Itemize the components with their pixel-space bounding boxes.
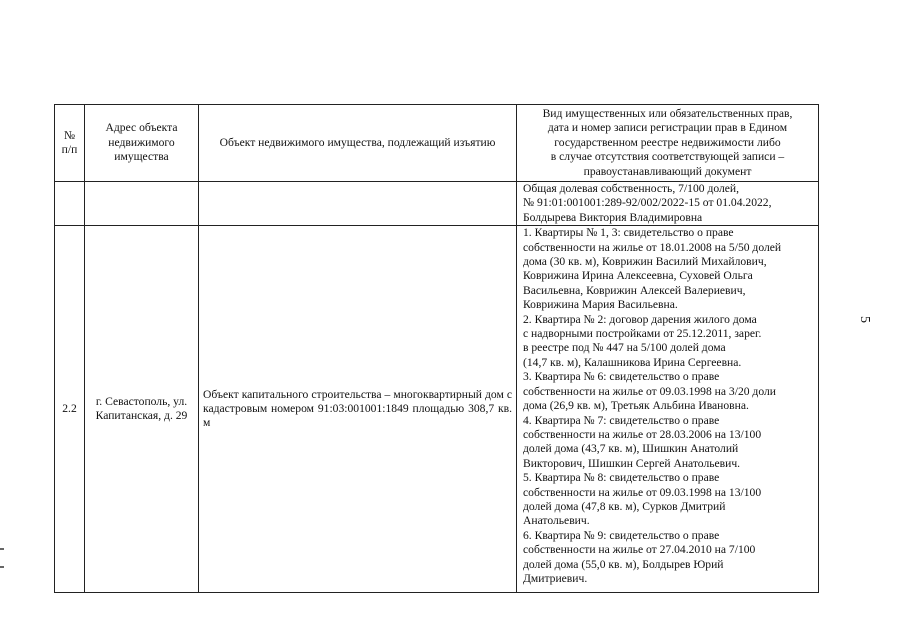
header-rights-line: в случае отсутствия соответствующей записи – <box>550 150 785 164</box>
rights-line: Коврижина Мария Васильевна. <box>523 298 678 312</box>
rights-line: 6. Квартира № 9: свидетельство о праве <box>523 528 720 542</box>
rights-line: собственности на жилье от 27.04.2010 на 7/100 <box>523 543 756 557</box>
header-rights-line: государственном реестре недвижимости либо <box>554 135 781 149</box>
rights-line: собственности на жилье от 28.03.2006 на 13/100 <box>523 427 762 441</box>
rights-line: дома (26,9 кв. м), Третьяк Альбина Ивановна. <box>523 399 749 413</box>
rights-line: собственности на жилье от 09.03.1998 на 3/20 доли <box>523 384 776 398</box>
row-address <box>85 182 199 226</box>
header-num: № п/п <box>55 105 85 182</box>
row-num: 2.2 <box>55 226 85 593</box>
table-row <box>55 182 819 226</box>
table-header-row <box>55 105 819 182</box>
scan-edge-mark <box>0 566 4 568</box>
rights-line: Васильевна, Коврижин Алексей Валериевич, <box>523 283 746 297</box>
row-num <box>55 182 85 226</box>
rights-line: Анатольевич. <box>523 514 590 528</box>
row-rights <box>517 182 819 226</box>
rights-line: долей дома (47,8 кв. м), Сурков Дмитрий <box>523 499 726 513</box>
rights-line: 4. Квартира № 7: свидетельство о праве <box>523 413 720 427</box>
header-rights <box>517 105 819 182</box>
row-object <box>199 182 517 226</box>
header-rights-line: дата и номер записи регистрации прав в Едином <box>547 121 788 135</box>
rights-line: (14,7 кв. м), Калашникова Ирина Сергеевна. <box>523 355 742 369</box>
rights-line: Викторович, Шишкин Сергей Анатольевич. <box>523 456 741 470</box>
rights-line: Болдырева Виктория Владимировна <box>523 210 703 224</box>
header-object: Объект недвижимого имущества, подлежащий изъятию <box>199 105 517 182</box>
rights-line: собственности на жилье от 09.03.1998 на 13/100 <box>523 485 762 499</box>
rights-line: в реестре под № 447 на 5/100 долей дома <box>523 341 726 355</box>
rights-line: 5. Квартира № 8: свидетельство о праве <box>523 471 720 485</box>
scan-edge-mark <box>0 548 4 550</box>
rights-line: дома (30 кв. м), Коврижин Василий Михайлович, <box>523 255 767 269</box>
header-rights-line: правоустанавливающий документ <box>583 164 752 178</box>
rights-line: собственности на жилье от 18.01.2008 на 5/50 долей <box>523 240 782 254</box>
rights-line: долей дома (43,7 кв. м), Шишкин Анатолий <box>523 442 739 456</box>
rights-line: 1. Квартиры № 1, 3: свидетельство о праве <box>523 226 734 240</box>
rights-line: Дмитриевич. <box>523 571 588 585</box>
property-table <box>54 104 819 593</box>
rights-line: Общая долевая собственность, 7/100 долей, <box>523 182 740 195</box>
table-row <box>55 226 819 593</box>
page-number: 5 <box>857 316 872 323</box>
row-address: г. Севастополь, ул. Капитанская, д. 29 <box>85 226 199 593</box>
rights-line: № 91:01:001001:289-92/002/2022-15 от 01.04.2022, <box>523 196 772 210</box>
row-rights <box>517 226 819 593</box>
rights-line: 3. Квартира № 6: свидетельство о праве <box>523 370 720 384</box>
row-object: Объект капитального строительства – многоквартирный дом с кадастровым номером 91:03:001001:1849 площадью 308,7 кв. м <box>199 226 517 593</box>
rights-line: с надворными постройками от 25.12.2011, зарег. <box>523 327 762 341</box>
rights-line: 2. Квартира № 2: договор дарения жилого дома <box>523 312 757 326</box>
header-rights-line: Вид имущественных или обязательственных прав, <box>542 106 793 120</box>
rights-line: долей дома (55,0 кв. м), Болдырев Юрий <box>523 557 724 571</box>
header-address: Адрес объекта недвижимого имущества <box>85 105 199 182</box>
rights-line: Коврижина Ирина Алексеевна, Суховей Ольга <box>523 269 753 283</box>
